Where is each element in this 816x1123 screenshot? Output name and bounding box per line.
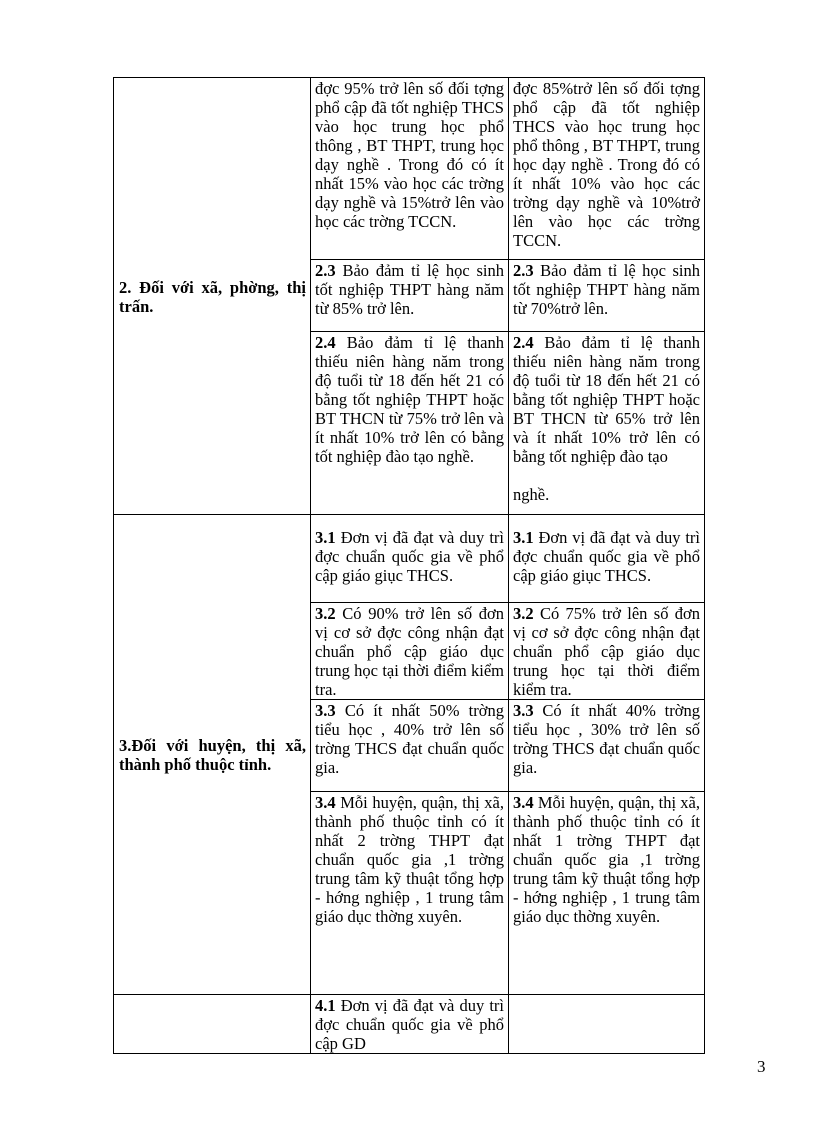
criterion-number: 3.3: [315, 701, 336, 720]
criterion-text: Đơn vị đã đạt và duy trì đợc chuẩn quốc gia về phổ cập GD: [315, 996, 504, 1053]
criterion-number: 2.4: [315, 333, 336, 352]
criterion-cell: [311, 995, 509, 1054]
criterion-text: đợc 85%trở lên số đối tợng phổ cập đã tốt nghiệp THCS vào học trung học phổ thông , BT THPT, trung học dạy nghề . Trong đó có ít nhất 10% vào học các trờng dạy nghề và 10%trở lên vào học các trờng TCCN.: [513, 79, 700, 250]
criterion-text: Đơn vị đã đạt và duy trì đợc chuẩn quốc gia về phổ cập giáo giục THCS.: [513, 528, 700, 585]
criterion-number: 2.3: [315, 261, 336, 280]
criteria-table: [113, 77, 705, 1054]
criterion-cell: [509, 792, 705, 995]
criterion-number: 3.3: [513, 701, 534, 720]
criterion-number: 2.4: [513, 333, 534, 352]
criterion-cell: [509, 332, 705, 515]
table-row: [114, 515, 705, 603]
criterion-number: 3.1: [315, 528, 336, 547]
criterion-text: Bảo đảm tỉ lệ học sinh tốt nghiệp THPT hàng năm từ 85% trở lên.: [315, 261, 504, 318]
criterion-text: Có ít nhất 50% trờng tiểu học , 40% trở lên số trờng THCS đạt chuẩn quốc gia.: [315, 701, 504, 777]
section-label: 3.Đối với huyện, thị xã, thành phố thuộc tỉnh.: [114, 515, 311, 995]
criterion-number: 3.4: [315, 793, 336, 812]
criterion-number: 3.4: [513, 793, 534, 812]
criterion-number: 3.2: [513, 604, 534, 623]
criterion-number: 3.1: [513, 528, 534, 547]
criterion-cell: [509, 515, 705, 603]
criterion-text: Có 75% trở lên số đơn vị cơ sở đợc công nhận đạt chuẩn phổ cập giáo dục trung học tại thời điểm kiểm tra.: [513, 604, 700, 699]
criterion-cell: [509, 603, 705, 700]
criterion-cell: [509, 700, 705, 792]
criterion-number: 3.2: [315, 604, 336, 623]
criterion-cell: [509, 78, 705, 260]
criterion-text: Mỗi huyện, quận, thị xã, thành phố thuộc tỉnh có ít nhất 1 trờng THPT đạt chuẩn quốc gia ,1 trờng trung tâm kỹ thuật tổng hợp - hớng nghiệp , 1 trung tâm giáo dục thờng xuyên.: [513, 793, 700, 926]
criterion-cell: [509, 260, 705, 332]
criterion-text: Có ít nhất 40% trờng tiểu học , 30% trở lên số trờng THCS đạt chuẩn quốc gia.: [513, 701, 700, 777]
criterion-text: Đơn vị đã đạt và duy trì đợc chuẩn quốc gia về phổ cập giáo giục THCS.: [315, 528, 504, 585]
table-row: [114, 78, 705, 260]
criterion-number: 4.1: [315, 996, 336, 1015]
criterion-text: Bảo đảm tỉ lệ thanh thiếu niên hàng năm trong độ tuổi từ 18 đến hết 21 có bằng tốt nghiệp THPT hoặc BT THCN từ 65% trở lên và ít nhất 10% trở lên có bằng tốt nghiệp đào tạo: [513, 333, 700, 466]
section-label: 2. Đối với xã, phờng, thị trấn.: [114, 78, 311, 515]
criterion-text: Bảo đảm tỉ lệ học sinh tốt nghiệp THPT hàng năm từ 70%trở lên.: [513, 261, 700, 318]
criterion-cell: [311, 603, 509, 700]
criterion-cell: [311, 792, 509, 995]
criterion-text: Bảo đảm tỉ lệ thanh thiếu niên hàng năm trong độ tuổi từ 18 đến hết 21 có bằng tốt nghiệp THPT hoặc BT THCN từ 75% trở lên và ít nhất 10% trở lên có bằng tốt nghiệp đào tạo nghề.: [315, 333, 504, 466]
criterion-number: 2.3: [513, 261, 534, 280]
section-label: [114, 995, 311, 1054]
criterion-cell: [311, 78, 509, 260]
criterion-cell: [311, 260, 509, 332]
criterion-text: Mỗi huyện, quận, thị xã, thành phố thuộc tỉnh có ít nhất 2 trờng THPT đạt chuẩn quốc gia ,1 trờng trung tâm kỹ thuật tổng hợp - hớng nghiệp , 1 trung tâm giáo dục thờng xuyên.: [315, 793, 504, 926]
table-row: [114, 995, 705, 1054]
criterion-cell: [311, 515, 509, 603]
criterion-text-tail: nghề.: [513, 485, 550, 504]
criterion-text: đợc 95% trở lên số đối tợng phổ cập đã tốt nghiệp THCS vào học trung học phổ thông , BT THPT, trung học dạy nghề . Trong đó có ít nhất 15% vào học các trờng dạy nghề và 15%trở lên vào học các trờng TCCN.: [315, 79, 504, 231]
page-number: 3: [757, 1057, 766, 1076]
criterion-cell: [311, 700, 509, 792]
criterion-cell: [509, 995, 705, 1054]
criterion-text: Có 90% trở lên số đơn vị cơ sở đợc công nhận đạt chuẩn phổ cập giáo dục trung học tại thời điểm kiểm tra.: [315, 604, 504, 699]
criterion-cell: [311, 332, 509, 515]
